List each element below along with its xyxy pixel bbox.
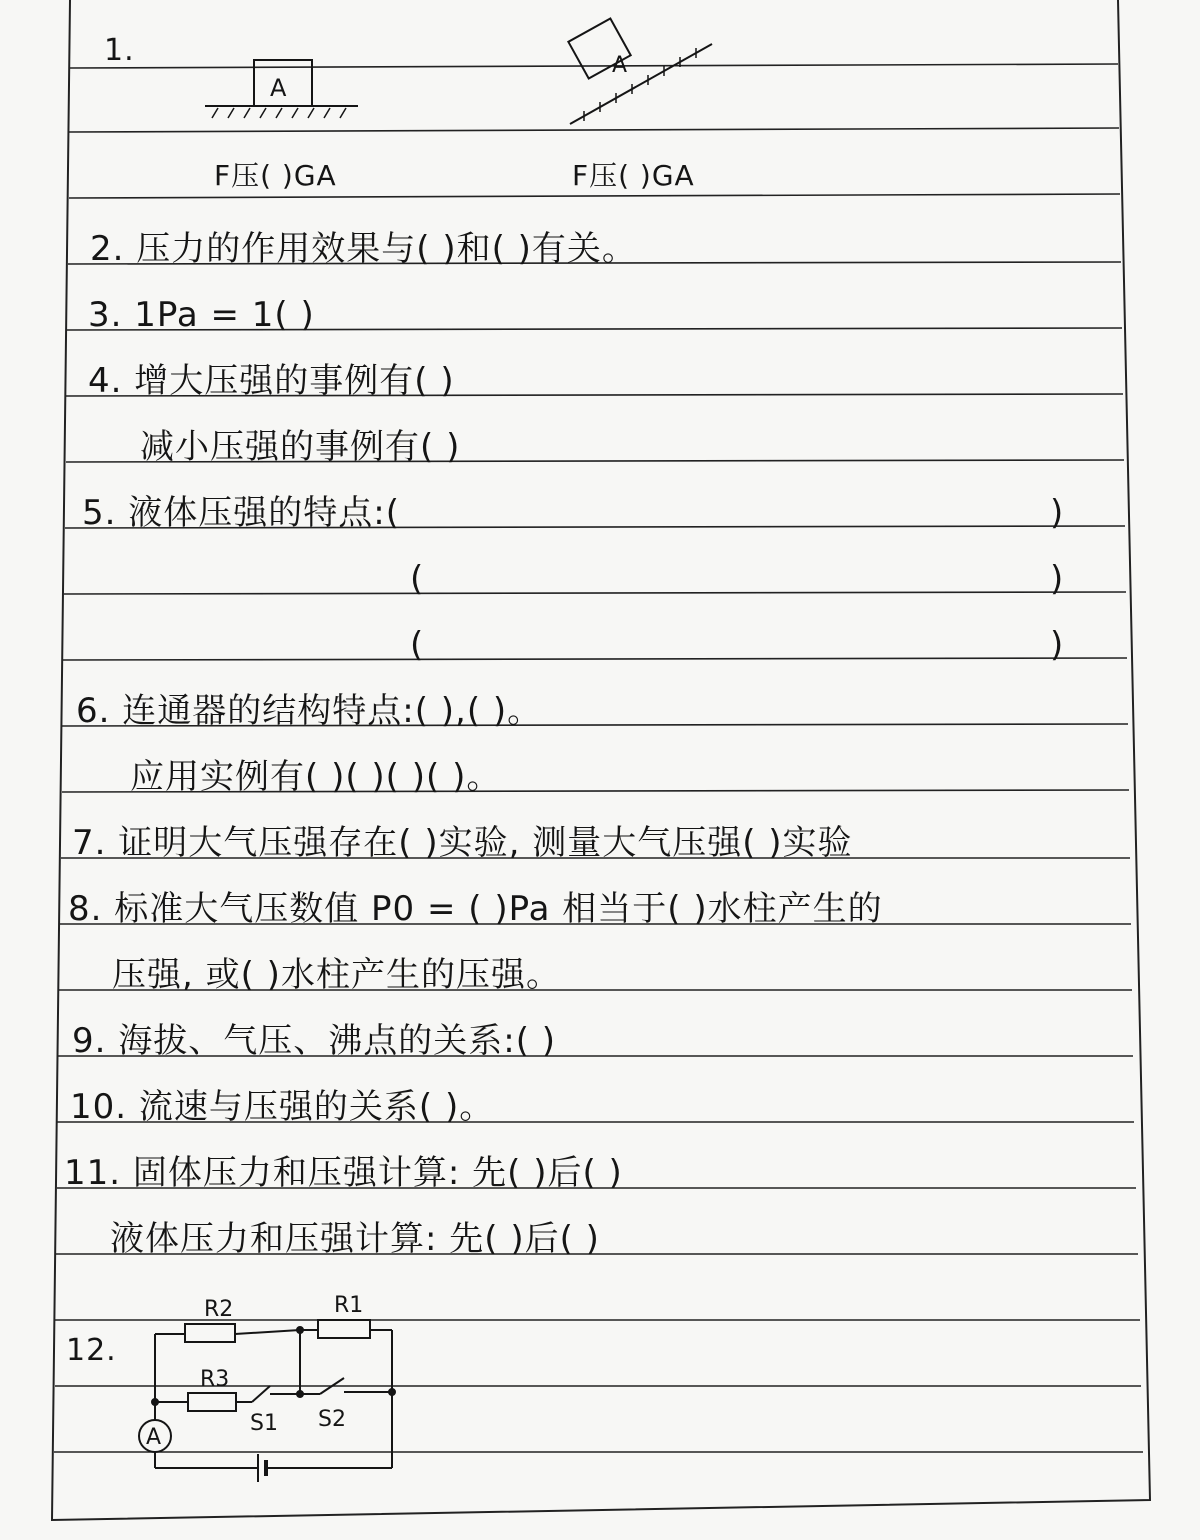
q4-line2: 减小压强的事例有( ) — [140, 427, 461, 467]
q5-close-2: ) — [1050, 559, 1065, 599]
label-r2: R2 — [204, 1297, 234, 1322]
circuit-diagram — [139, 1320, 395, 1482]
label-r1: R1 — [334, 1293, 364, 1318]
q6-line1: 6. 连通器的结构特点:( ),( )。 — [76, 691, 543, 731]
q1-blank-incline: F压( )GA — [572, 159, 695, 192]
label-r3: R3 — [200, 1367, 230, 1392]
q2-text: 2. 压力的作用效果与( )和( )有关。 — [90, 229, 637, 269]
q3-text: 3. 1Pa = 1( ) — [88, 295, 315, 335]
incline-diagram — [568, 19, 712, 124]
q5-open-3: ( — [410, 625, 425, 665]
block-label-incline: A — [612, 53, 628, 78]
q1-blank-flat: F压( )GA — [214, 159, 337, 192]
q7-text: 7. 证明大气压强存在( )实验, 测量大气压强( )实验 — [72, 823, 853, 863]
q8-line1: 8. 标准大气压数值 P0 = ( )Pa 相当于( )水柱产生的 — [68, 889, 883, 929]
q4-line1: 4. 增大压强的事例有( ) — [88, 361, 455, 401]
label-s2: S2 — [318, 1407, 346, 1432]
q1-number: 1. — [104, 33, 135, 68]
label-s1: S1 — [250, 1411, 278, 1436]
q5-close-1: ) — [1050, 493, 1065, 533]
q9-text: 9. 海拔、气压、沸点的关系:( ) — [72, 1021, 557, 1061]
q12-number: 12. — [66, 1333, 117, 1368]
q11-line1: 11. 固体压力和压强计算: 先( )后( ) — [64, 1153, 623, 1193]
label-ammeter: A — [146, 1425, 162, 1450]
q11-line2: 液体压力和压强计算: 先( )后( ) — [110, 1219, 600, 1259]
block-label-flat: A — [270, 74, 287, 102]
q5-line1: 5. 液体压强的特点:( — [82, 493, 400, 533]
q5-open-2: ( — [410, 559, 425, 599]
q10-text: 10. 流速与压强的关系( )。 — [70, 1087, 495, 1127]
q8-line2: 压强, 或( )水柱产生的压强。 — [112, 955, 561, 995]
q5-close-3: ) — [1050, 625, 1065, 665]
q6-line2: 应用实例有( )( )( )( )。 — [130, 757, 502, 797]
